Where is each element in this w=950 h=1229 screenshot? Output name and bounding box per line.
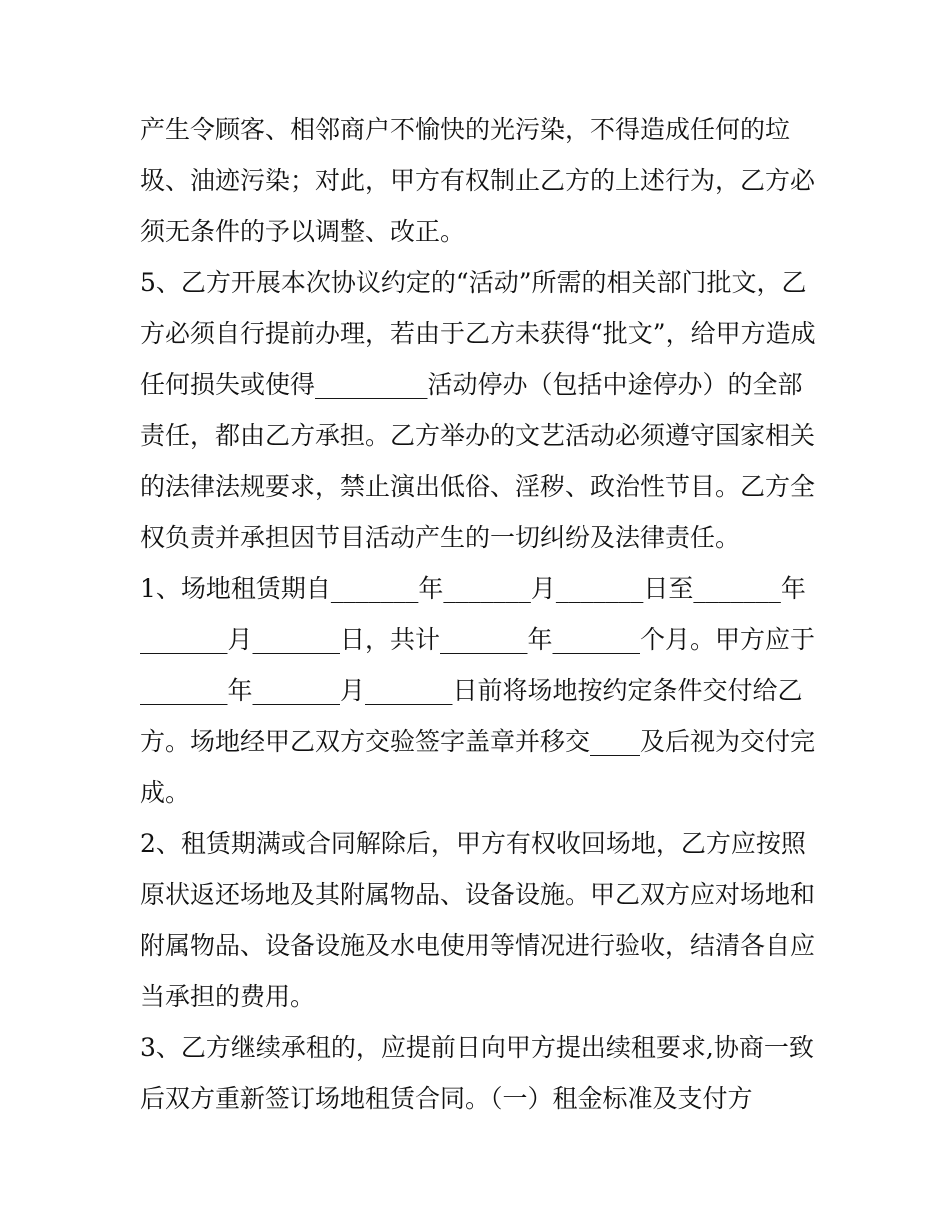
text-line-9: 权负责并承担因节目活动产生的一切纠纷及法律责任。 bbox=[140, 523, 741, 552]
text-line-1: 产生令顾客、相邻商户不愉快的光污染，不得造成任何的垃 bbox=[140, 115, 791, 144]
text-line-19: 3、乙方继续承租的，应提前日向甲方提出续租要求,协商一致 bbox=[140, 1033, 814, 1062]
text-line-3: 须无条件的予以调整、改正。 bbox=[140, 217, 466, 246]
text-line-8: 的法律法规要求，禁止演出低俗、淫秽、政治性节目。乙方全 bbox=[140, 472, 816, 501]
text-line-17: 附属物品、设备设施及水电使用等情况进行验收，结清各自应 bbox=[140, 931, 816, 960]
text-line-15: 2、租赁期满或合同解除后，甲方有权收回场地，乙方应按照 bbox=[140, 829, 806, 858]
text-line-4: 5、乙方开展本次协议约定的“活动”所需的相关部门批文，乙 bbox=[140, 268, 807, 297]
text-line-10: 1、场地租赁期自_______年_______月_______日至_______年 bbox=[140, 574, 806, 603]
text-line-18: 当承担的费用。 bbox=[140, 982, 316, 1011]
text-line-20: 后双方重新签订场地租赁合同。（一）租金标准及支付方 bbox=[140, 1084, 753, 1113]
text-line-6: 任何损失或使得_________活动停办（包括中途停办）的全部 bbox=[140, 370, 803, 399]
contract-text bbox=[140, 104, 840, 1124]
text-line-14: 成。 bbox=[140, 778, 191, 807]
text-line-2: 圾、油迹污染；对此，甲方有权制止乙方的上述行为，乙方必 bbox=[140, 166, 816, 195]
text-line-12: _______年_______月_______日前将场地按约定条件交付给乙 bbox=[140, 676, 803, 705]
text-line-13: 方。场地经甲乙双方交验签字盖章并移交____及后视为交付完 bbox=[140, 727, 816, 756]
text-line-7: 责任，都由乙方承担。乙方举办的文艺活动必须遵守国家相关 bbox=[140, 421, 816, 450]
text-line-16: 原状返还场地及其附属物品、设备设施。甲乙双方应对场地和 bbox=[140, 880, 816, 909]
text-line-5: 方必须自行提前办理，若由于乙方未获得“批文”，给甲方造成 bbox=[140, 319, 816, 348]
text-line-11: _______月_______日，共计_______年_______个月。甲方应于 bbox=[140, 625, 816, 654]
